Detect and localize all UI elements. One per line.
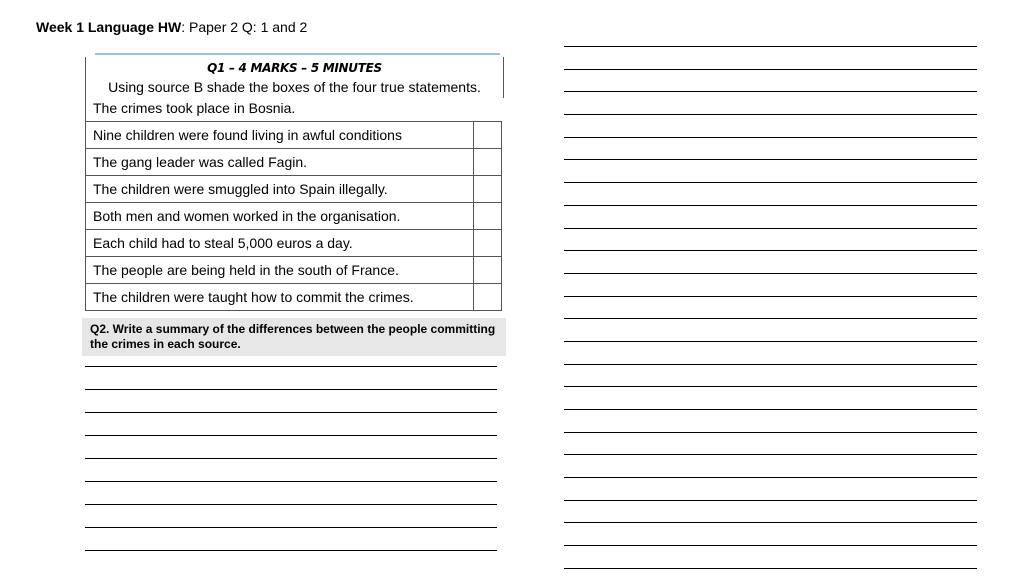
answer-line[interactable]	[564, 205, 977, 206]
table-row	[86, 257, 502, 284]
table-row	[86, 176, 502, 203]
answer-line[interactable]	[85, 389, 497, 390]
answer-box	[474, 95, 502, 122]
answer-line[interactable]	[564, 318, 977, 319]
q1-top-rule	[95, 53, 500, 55]
answer-line[interactable]	[85, 366, 497, 367]
q2-prompt: Q2. Write a summary of the differences between the people committing the crimes in each source.	[82, 318, 506, 356]
answer-line[interactable]	[564, 432, 977, 433]
answer-line[interactable]	[564, 250, 977, 251]
answer-line[interactable]	[564, 159, 977, 160]
q1-instruction: Using source B shade the boxes of the four true statements.	[108, 79, 481, 95]
answer-lines-left	[85, 366, 497, 551]
table-row	[86, 284, 502, 311]
answer-line[interactable]	[564, 341, 977, 342]
q1-heading: Q1 – 4 MARKS – 5 MINUTES	[207, 61, 382, 75]
answer-line[interactable]	[564, 273, 977, 274]
q1-header	[85, 57, 504, 98]
answer-line[interactable]	[564, 522, 977, 523]
answer-box[interactable]	[474, 230, 502, 257]
answer-line[interactable]	[564, 182, 977, 183]
answer-line[interactable]	[564, 137, 977, 138]
title-bold: Week 1 Language HW	[36, 19, 182, 35]
answer-line[interactable]	[564, 46, 977, 47]
answer-line[interactable]	[564, 386, 977, 387]
statement-text: Both men and women worked in the organisation.	[86, 203, 474, 230]
statement-text: Each child had to steal 5,000 euros a day.	[86, 230, 474, 257]
statement-text: The children were taught how to commit the crimes.	[86, 284, 474, 311]
answer-line[interactable]	[564, 114, 977, 115]
table-row	[86, 149, 502, 176]
answer-line[interactable]	[564, 228, 977, 229]
answer-line[interactable]	[85, 527, 497, 528]
answer-line[interactable]	[85, 412, 497, 413]
statement-text: Nine children were found living in awful conditions	[86, 122, 474, 149]
answer-line[interactable]	[564, 454, 977, 455]
answer-box[interactable]	[474, 203, 502, 230]
answer-line[interactable]	[85, 458, 497, 459]
statement-text: The gang leader was called Fagin.	[86, 149, 474, 176]
table-row	[86, 230, 502, 257]
answer-line[interactable]	[564, 91, 977, 92]
answer-line[interactable]	[85, 550, 497, 551]
answer-line[interactable]	[85, 435, 497, 436]
statement-text: The people are being held in the south of France.	[86, 257, 474, 284]
answer-line[interactable]	[564, 545, 977, 546]
statement-text: The children were smuggled into Spain illegally.	[86, 176, 474, 203]
answer-line[interactable]	[564, 364, 977, 365]
answer-lines-right	[564, 46, 977, 569]
q1-section	[85, 53, 506, 310]
answer-box[interactable]	[474, 149, 502, 176]
answer-box[interactable]	[474, 176, 502, 203]
answer-line[interactable]	[564, 477, 977, 478]
answer-line[interactable]	[564, 568, 977, 569]
table-row	[86, 122, 502, 149]
title-rest: : Paper 2 Q: 1 and 2	[181, 19, 308, 35]
answer-line[interactable]	[564, 296, 977, 297]
answer-box[interactable]	[474, 122, 502, 149]
answer-box[interactable]	[474, 257, 502, 284]
q1-statement-table	[85, 95, 502, 311]
answer-line[interactable]	[564, 500, 977, 501]
answer-line[interactable]	[564, 409, 977, 410]
statement-text: The crimes took place in Bosnia.	[86, 95, 474, 122]
answer-line[interactable]	[564, 69, 977, 70]
table-row	[86, 95, 502, 122]
answer-line[interactable]	[85, 504, 497, 505]
answer-box[interactable]	[474, 284, 502, 311]
answer-line[interactable]	[85, 481, 497, 482]
table-row	[86, 203, 502, 230]
page-title	[36, 19, 307, 35]
